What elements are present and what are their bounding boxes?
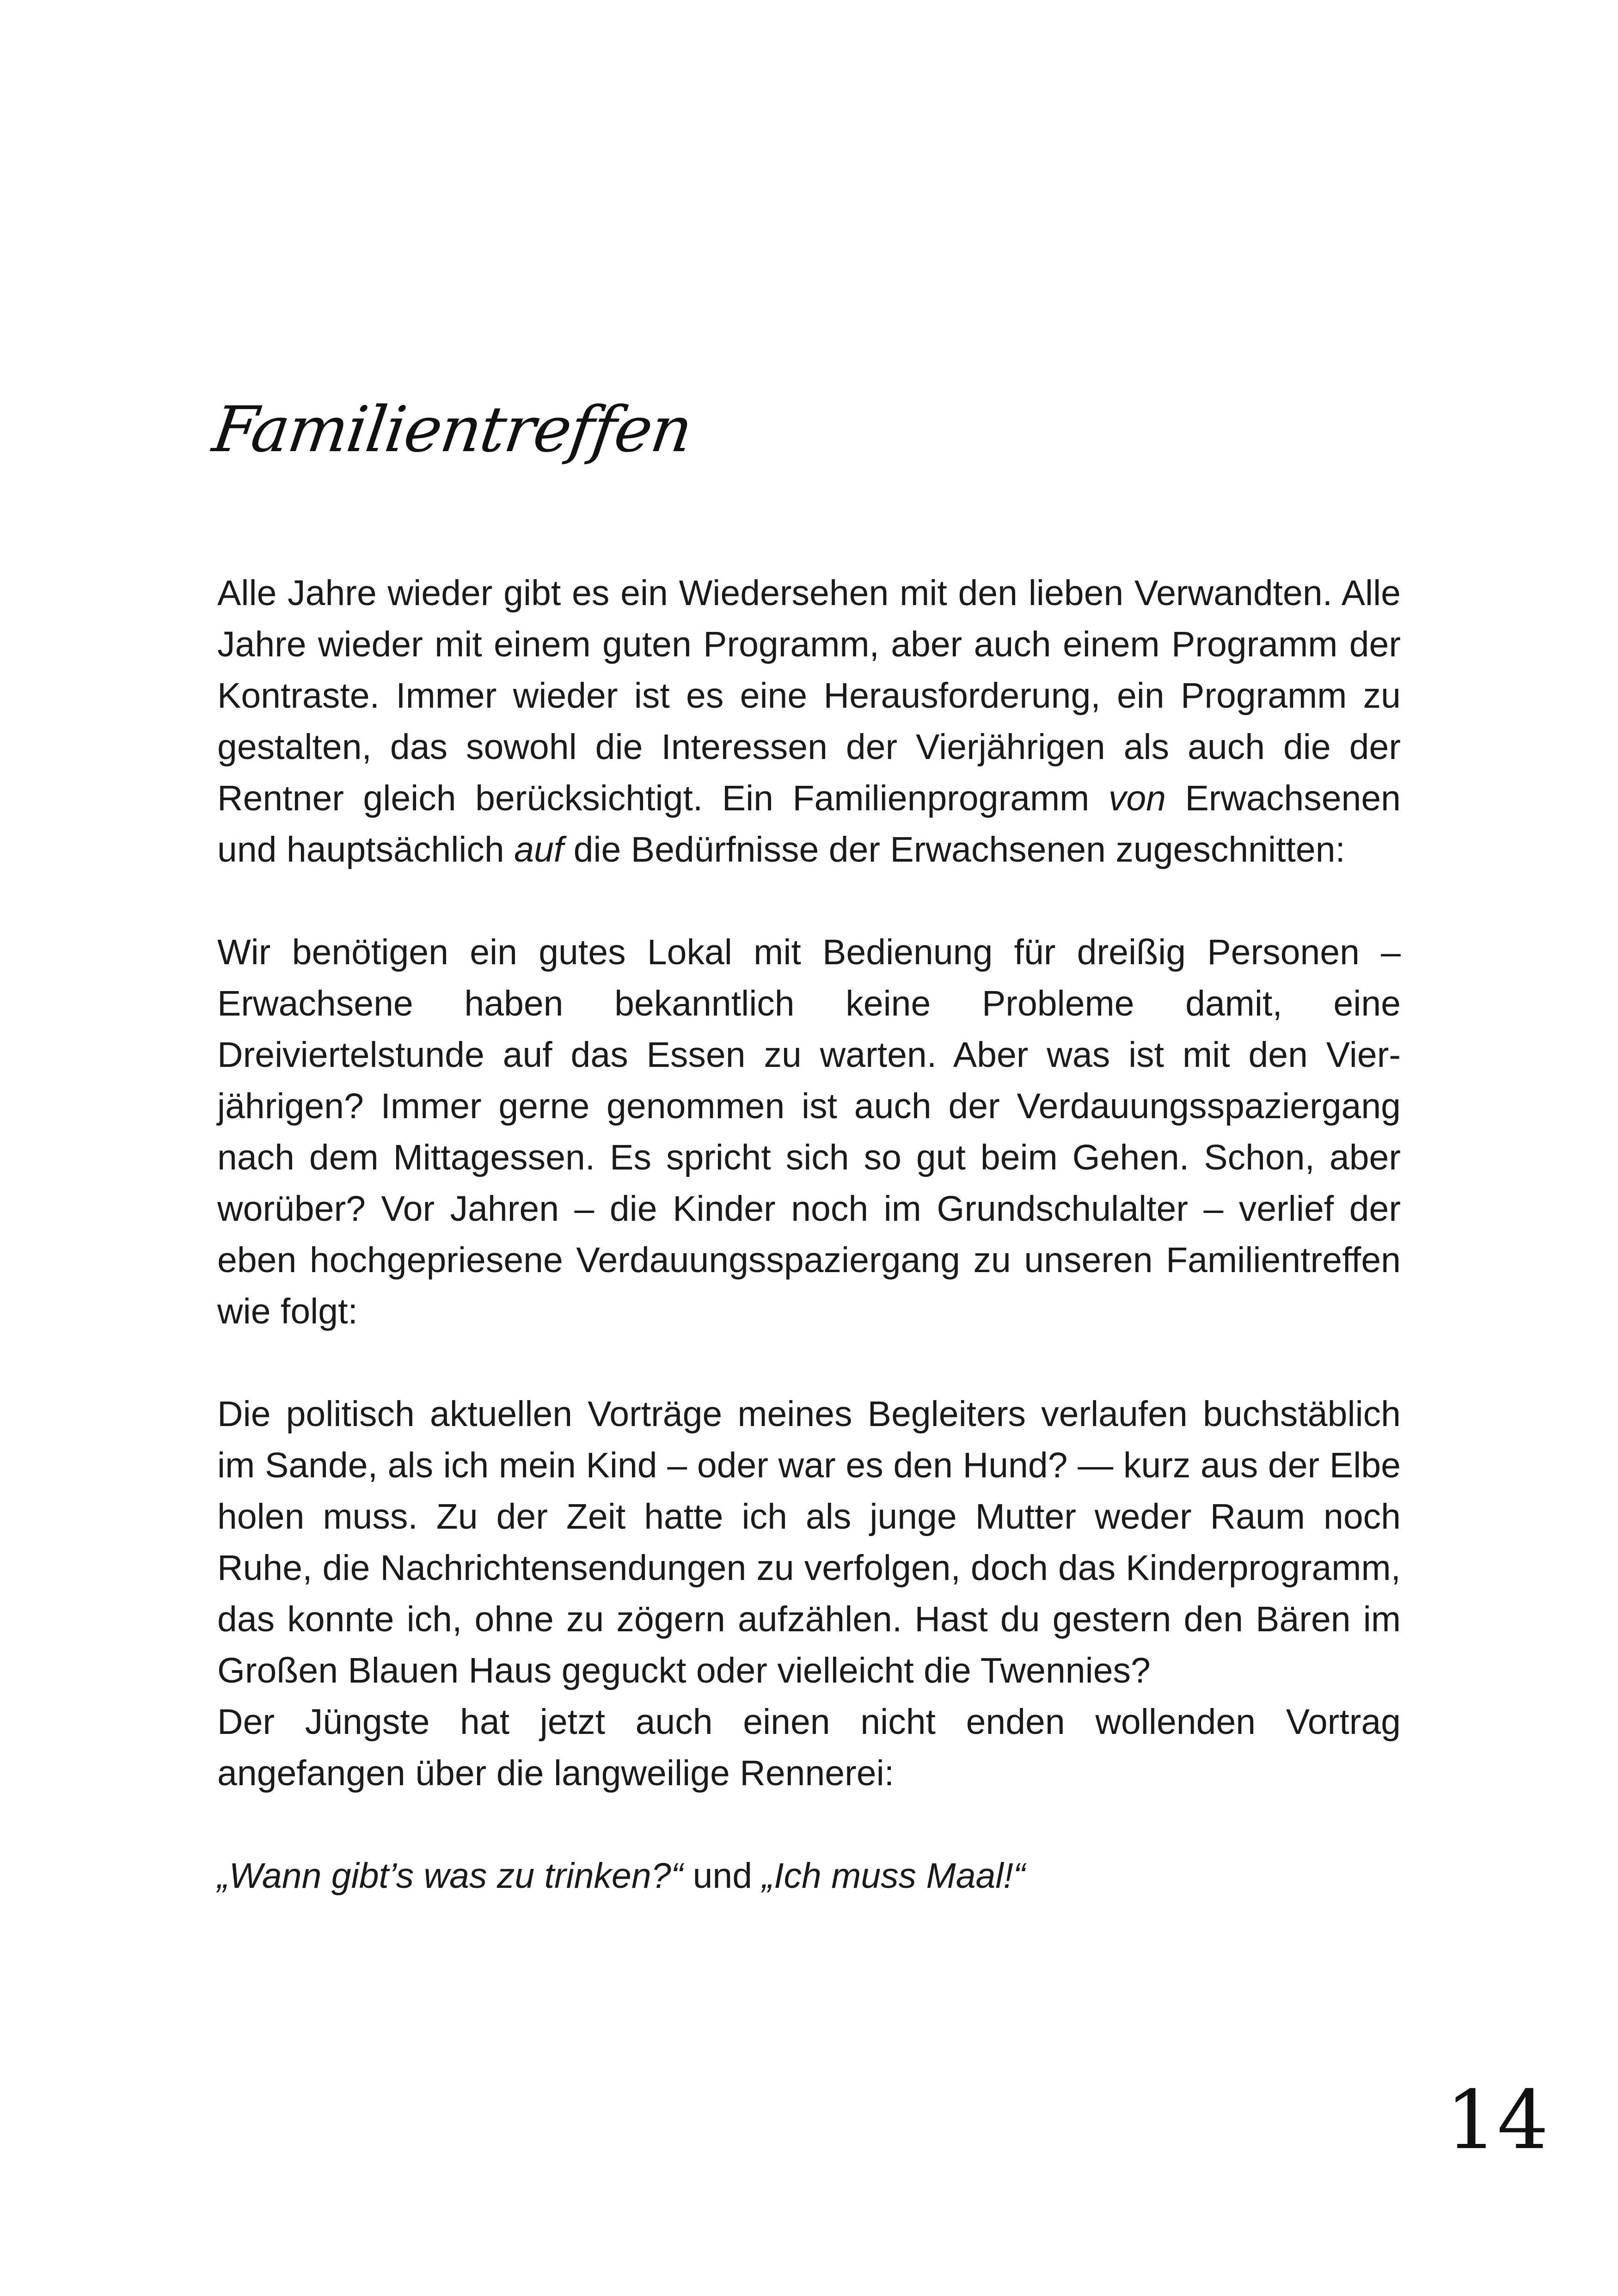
paragraph-1 <box>217 568 1401 876</box>
quote-conjunction: und <box>683 1856 762 1896</box>
page-number: 14 <box>1446 2074 1549 2167</box>
paragraph-3: Die politisch aktuellen Vorträge meines Begleiters verlaufen buchstäblich im Sande, als ich mein Kind – oder war es den Hund? — kurz aus der Elbe holen muss. Zu der Zeit hatte ich als junge Mutter weder Raum noch Ruhe, die Nachrichtensendungen zu verfolgen, doch das Kinderprogramm, das konnte ich, ohne zu zögern aufzählen. Hast du gestern den Bären im Großen Blauen Haus geguckt oder vielleicht die Twennies? <box>217 1394 1401 1690</box>
body-text <box>217 568 1401 1902</box>
emphasis-von: von <box>1108 778 1166 818</box>
paragraph-1-part-1: Alle Jahre wieder gibt es ein Wiedersehen mit den lieben Verwandten. Alle Jahre wieder mit einem guten Programm, aber auch einem Programm der Kontraste. Immer wieder ist es eine Herausforderung, ein Programm zu gestalten, das sowohl die Interessen der Vierjährigen als auch die der Rentner gleich berücksichtigt. Ein Familienprogramm <box>217 573 1401 818</box>
quote-trinken: „Wann gibt’s was zu trinken?“ <box>217 1856 683 1896</box>
paragraph-2: Wir benötigen ein gutes Lokal mit Bedienung für dreißig Personen – Erwachsene haben bekanntlich keine Probleme damit, eine Dreiviertelstunde auf das Essen zu warten. Aber was ist mit den Vierjährigen? Immer gerne genommen ist auch der Verdauungsspaziergang nach dem Mittagessen. Es spricht sich so gut beim Gehen. Schon, aber worüber? Vor Jahren – die Kinder noch im Grundschulalter – verlief der eben hochgepriesene Verdauungsspaziergang zu unseren Familientreffen wie folgt: <box>217 932 1401 1331</box>
emphasis-auf: auf <box>514 830 564 869</box>
paragraph-4: Der Jüngste hat jetzt auch einen nicht enden wollenden Vortrag angefangen über die langweilige Rennerei: <box>217 1702 1401 1793</box>
paragraph-1-part-3: die Bedürfnisse der Erwachsenen zugeschnitten: <box>564 830 1345 869</box>
quote-maal: „Ich muss Maal!“ <box>762 1856 1025 1896</box>
paragraph-1-part-2: Erwachsenen und hauptsächlich <box>217 778 1401 869</box>
paragraph-5 <box>217 1850 1401 1902</box>
chapter-title: Familientreffen <box>208 393 696 466</box>
